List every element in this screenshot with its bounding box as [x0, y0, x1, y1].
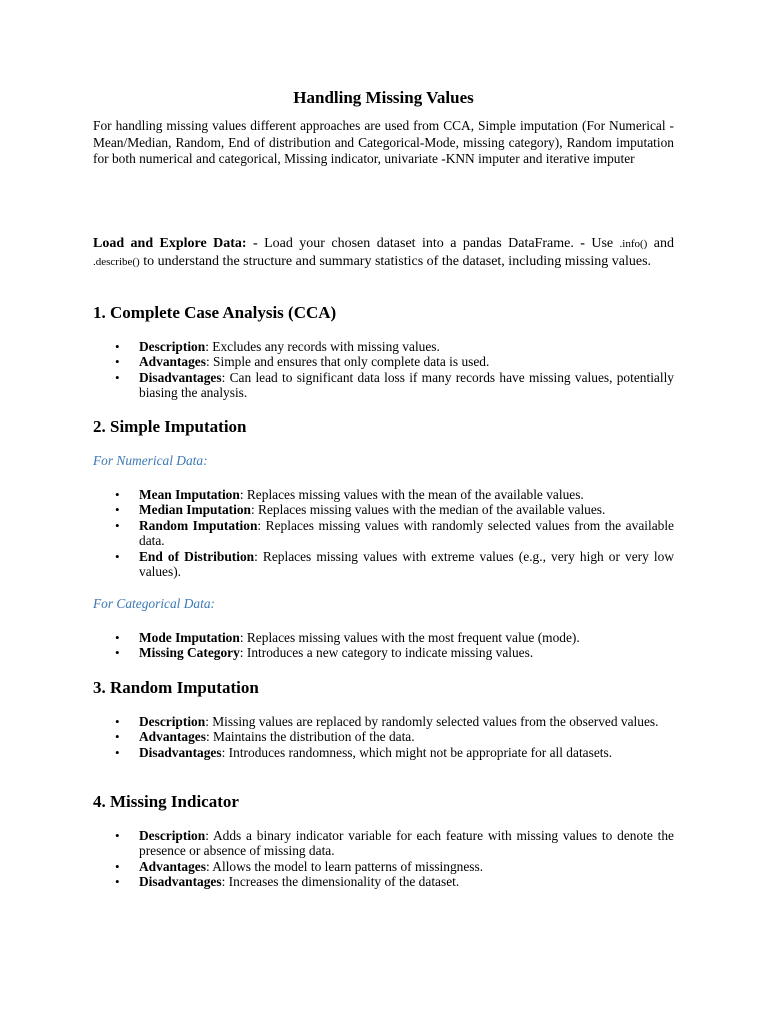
list-item — [93, 339, 674, 354]
bullet-icon: • — [115, 630, 120, 645]
bullet-icon: • — [115, 874, 120, 890]
item-label: Advantages — [139, 354, 206, 370]
bullet-icon: • — [115, 729, 120, 745]
load-text-1: Load your chosen dataset into a pandas DataFrame. — [257, 236, 581, 251]
item-label: Description — [139, 714, 206, 729]
list-categorical — [93, 630, 674, 661]
intro-paragraph: For handling missing values different approaches are used from CCA, Simple imputation (For Numerical -Mean/Median, Random, End of distribution and Categorical-Mode, missing category), Random imputation for both numerical and categorical, Missing indicator, univariate -KNN imputer and iterative imputer — [93, 118, 674, 166]
heading-missing-indicator: 4. Missing Indicator — [93, 792, 239, 811]
load-text-2: Use — [584, 236, 620, 251]
item-label: Disadvantages — [139, 874, 222, 890]
item-text: : Replaces missing values with randomly selected values from the available data. — [139, 517, 674, 549]
item-text: : Allows the model to learn patterns of missingness. — [205, 858, 484, 874]
list-item — [93, 645, 674, 660]
item-label: Advantages — [139, 858, 206, 874]
item-label: Disadvantages — [139, 744, 222, 760]
load-explore-paragraph — [93, 235, 674, 271]
list-item — [93, 630, 674, 645]
list-item — [93, 729, 674, 744]
bullet-icon: • — [115, 645, 120, 661]
item-label: Disadvantages — [139, 369, 222, 385]
bullet-icon: • — [115, 548, 120, 564]
item-text: : Excludes any records with missing values. — [205, 339, 440, 354]
item-label: Missing Category — [139, 645, 240, 661]
load-text-4: to understand the structure and summary statistics of the dataset, including missing values. — [139, 254, 652, 269]
item-label: Mean Imputation — [139, 487, 240, 502]
load-explore-label: Load and Explore Data: - — [93, 236, 258, 251]
item-label: Advantages — [139, 729, 206, 745]
item-label: Random Imputation — [139, 517, 258, 533]
load-dash: - — [580, 236, 585, 251]
subheading-numerical: For Numerical Data: — [93, 453, 208, 468]
item-text: : Can lead to significant data loss if many records have missing values, potentially biasing the analysis. — [139, 369, 674, 401]
item-text: : Replaces missing values with the median of the available values. — [250, 502, 606, 518]
item-text: : Increases the dimensionality of the dataset. — [221, 874, 460, 890]
load-text-3: and — [647, 236, 674, 251]
list-item — [93, 745, 674, 760]
bullet-icon: • — [115, 858, 120, 874]
bullet-icon: • — [115, 354, 120, 370]
list-item — [93, 502, 674, 517]
item-text: : Replaces missing values with the mean of the available values. — [239, 487, 584, 502]
item-label: Description — [139, 828, 206, 843]
code-info: .info() — [619, 238, 648, 250]
list-item — [93, 549, 674, 580]
list-item — [93, 828, 674, 859]
bullet-icon: • — [115, 828, 120, 843]
item-text: : Missing values are replaced by randomly selected values from the observed values. — [205, 714, 659, 729]
bullet-icon: • — [115, 517, 120, 533]
bullet-icon: • — [115, 369, 120, 385]
heading-cca: 1. Complete Case Analysis (CCA) — [93, 303, 337, 322]
list-item — [93, 714, 674, 729]
bullet-icon: • — [115, 714, 120, 729]
list-item — [93, 370, 674, 401]
list-item — [93, 487, 674, 502]
list-numerical — [93, 487, 674, 579]
list-indicator — [93, 828, 674, 890]
list-item — [93, 354, 674, 369]
subheading-categorical: For Categorical Data: — [93, 596, 215, 611]
item-text: : Maintains the distribution of the data. — [205, 729, 415, 745]
page-title: Handling Missing Values — [293, 88, 474, 107]
bullet-icon: • — [115, 487, 120, 502]
list-random — [93, 714, 674, 760]
item-text: : Introduces a new category to indicate missing values. — [239, 645, 534, 661]
item-label: Median Imputation — [139, 502, 251, 518]
item-text: : Introduces randomness, which might not be appropriate for all datasets. — [221, 744, 613, 760]
heading-simple-imputation: 2. Simple Imputation — [93, 417, 247, 436]
list-cca — [93, 339, 674, 401]
list-item — [93, 859, 674, 874]
item-text: : Adds a binary indicator variable for each feature with missing values to denote the presence or absence of missing data. — [139, 828, 674, 859]
item-label: Mode Imputation — [139, 630, 240, 645]
item-text: : Replaces missing values with extreme values (e.g., very high or very low values). — [139, 548, 675, 580]
item-text: : Replaces missing values with the most frequent value (mode). — [239, 630, 580, 645]
item-label: End of Distribution — [139, 548, 255, 564]
bullet-icon: • — [115, 339, 120, 354]
code-describe: .describe() — [93, 256, 140, 268]
item-text: : Simple and ensures that only complete data is used. — [205, 354, 490, 370]
bullet-icon: • — [115, 502, 120, 518]
bullet-icon: • — [115, 744, 120, 760]
heading-random-imputation: 3. Random Imputation — [93, 678, 259, 697]
item-label: Description — [139, 339, 206, 354]
list-item — [93, 874, 674, 889]
list-item — [93, 518, 674, 549]
